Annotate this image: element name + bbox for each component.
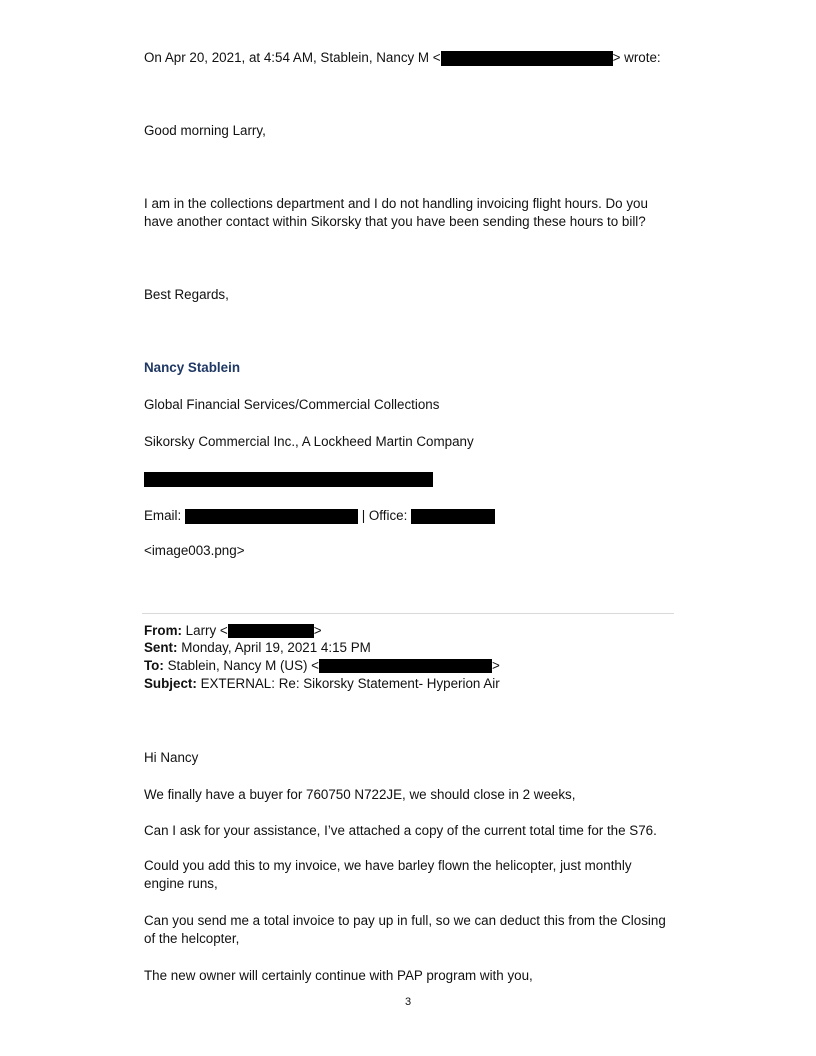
forward-paragraph-line: Could you add this to my invoice, we have barley flown the helicopter, just monthly <box>144 858 632 873</box>
header-to: To: Stablein, Nancy M (US) < > <box>144 658 500 673</box>
attachment-placeholder: <image003.png> <box>144 543 245 558</box>
redacted-phone <box>411 509 495 524</box>
redacted-email <box>228 624 314 638</box>
reply-closing: Best Regards, <box>144 287 229 302</box>
redacted-address <box>144 472 433 487</box>
header-sent: Sent: Monday, April 19, 2021 4:15 PM <box>144 640 371 655</box>
forward-paragraph-line: of the helcopter, <box>144 931 240 946</box>
message-divider <box>142 613 674 614</box>
forward-paragraph: We finally have a buyer for 760750 N722JE, we should close in 2 weeks, <box>144 787 576 802</box>
reply-greeting: Good morning Larry, <box>144 123 266 138</box>
redacted-email <box>185 509 358 524</box>
page-number: 3 <box>404 996 412 1008</box>
signature-redacted-line <box>144 470 433 487</box>
reply-paragraph-line: have another contact within Sikorsky that you have been sending these hours to bill? <box>144 214 646 229</box>
signature-department: Global Financial Services/Commercial Collections <box>144 397 440 412</box>
forward-paragraph: The new owner will certainly continue with PAP program with you, <box>144 968 533 983</box>
forward-paragraph: Can I ask for your assistance, I’ve attached a copy of the current total time for the S76. <box>144 823 657 838</box>
signature-contact-line: Email: | Office: <box>144 507 495 524</box>
forward-paragraph-line: engine runs, <box>144 876 218 891</box>
header-subject: Subject: EXTERNAL: Re: Sikorsky Statement- Hyperion Air <box>144 676 500 691</box>
redacted-email <box>441 51 613 66</box>
redacted-email <box>319 659 492 673</box>
forward-paragraph-line: Can you send me a total invoice to pay up in full, so we can deduct this from the Closing <box>144 913 666 928</box>
reply-paragraph-line: I am in the collections department and I do not handling invoicing flight hours. Do you <box>144 196 648 211</box>
signature-company: Sikorsky Commercial Inc., A Lockheed Martin Company <box>144 434 474 449</box>
header-from: From: Larry < > <box>144 623 322 638</box>
reply-header-line: On Apr 20, 2021, at 4:54 AM, Stablein, Nancy M < > wrote: <box>144 50 661 65</box>
forward-greeting: Hi Nancy <box>144 750 199 765</box>
signature-name: Nancy Stablein <box>144 360 240 375</box>
